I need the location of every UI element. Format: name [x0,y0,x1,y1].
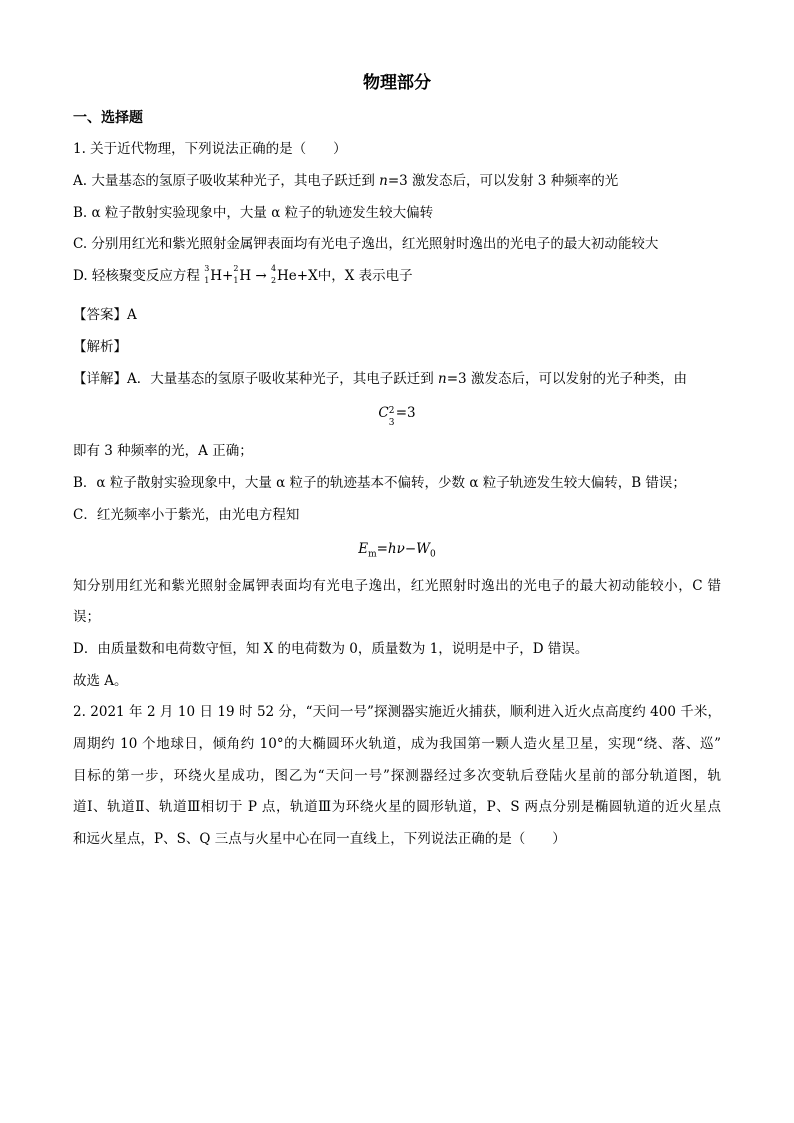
formula2-e: E [358,541,369,557]
q1-option-b: B. α 粒子散射实验现象中，大量 α 粒子的轨迹发生较大偏转 [73,205,434,221]
formula2-e-sub: m [368,549,377,560]
nuclide-he [271,266,297,286]
q1-option-a [73,171,618,191]
formula1-base: C [378,405,389,421]
option-d-pre: D. 轻核聚变反应方程 [73,268,200,284]
page-title: 物理部分 [363,73,431,93]
formula1-sup: 2 [388,406,395,416]
formula2-w-sub: 0 [430,549,436,560]
formula-combination [0,403,794,428]
x-symbol: X [308,268,318,284]
conclusion: 故选 A。 [73,673,128,689]
q2-line-5: 和远火星点，P、S、Q 三点与火星中心在同一直线上，下列说法正确的是（ ） [73,831,566,847]
detail-c-cont2: 误； [73,609,100,625]
he-charge: 2 [271,276,277,285]
option-a-post: =3 激发态后，可以发射 3 种频率的光 [387,173,619,189]
h3-charge: 1 [204,276,210,285]
detail-c-cont1: 知分别用红光和紫光照射金属钾表面均有光电子逸出，红光照射时逸出的光电子的最大初动能较小，C 错 [73,578,721,594]
h2-charge: 1 [233,276,239,285]
detail-a-n: n [438,371,447,387]
option-a-pre: A. 大量基态的氢原子吸收某种光子，其电子跃迁到 [73,173,380,189]
q2-line-1: 2. 2021 年 2 月 10 日 19 时 52 分，“天问一号”探测器实施近火捕获，顺利进入近火点高度约 400 千米， [73,704,721,720]
h2-mass: 2 [233,264,239,273]
formula2-nu: ν [396,541,405,557]
detail-d: D．由质量数和电荷数守恒，知 X 的电荷数为 0，质量数为 1，说明是中子，D 错误。 [73,641,589,657]
h3-symbol: H [210,268,223,284]
formula1-rest: =3 [395,405,416,421]
nuclide-h2 [233,266,251,286]
q1-option-d [73,266,413,286]
option-d-post: 中，X 表示电子 [317,268,413,284]
q1-option-c: C. 分别用红光和紫光照射金属钾表面均有光电子逸出，红光照射时逸出的光电子的最大初动能较大 [73,236,659,252]
q2-line-2: 周期约 10 个地球日，倾角约 10°的大椭圆环火轨道，成为我国第一颗人造火星卫星，实现“绕、落、巡” [73,736,721,752]
detail-a-pre: 【详解】A．大量基态的氢原子吸收某种光子，其电子跃迁到 [73,371,439,387]
analysis-label: 【解析】 [73,339,127,355]
h3-mass: 3 [204,264,210,273]
formula2-h: h [387,541,397,557]
detail-a-post: =3 激发态后，可以发射的光子种类，由 [446,371,687,387]
answer-label: 【答案】A [73,307,137,323]
q2-line-4: 道Ⅰ、轨道Ⅱ、轨道Ⅲ相切于 P 点，轨道Ⅲ为环绕火星的圆形轨道，P、S 两点分别是椭圆轨道的近火星点 [73,799,721,815]
he-symbol: He [277,268,297,284]
option-a-n: n [379,173,388,189]
formula2-eq: = [376,541,388,557]
q1-stem: 1. 关于近代物理，下列说法正确的是（ ） [73,141,347,157]
plus-1: + [222,268,234,284]
detail-a-cont: 即有 3 种频率的光，A 正确； [73,443,253,459]
detail-b: B．α 粒子散射实验现象中，大量 α 粒子的轨迹基本不偏转，少数 α 粒子轨迹发生较大偏转，B 错误； [73,475,686,491]
detail-a [73,369,687,389]
reaction-arrow: → [255,268,267,284]
h2-symbol: H [239,268,252,284]
formula2-minus: − [404,541,417,557]
formula-photoelectric [0,539,794,565]
detail-c: C．红光频率小于紫光，由光电方程知 [73,507,300,523]
formula1-sub: 3 [388,418,395,428]
formula2-w: W [416,541,431,557]
q2-line-3: 目标的第一步，环绕火星成功，图乙为“天问一号”探测器经过多次变轨后登陆火星前的部分轨道图，轨 [73,768,721,784]
plus-2: + [296,268,309,284]
nuclide-h3 [204,266,222,286]
he-mass: 4 [271,264,277,273]
section-heading: 一、选择题 [73,110,143,126]
